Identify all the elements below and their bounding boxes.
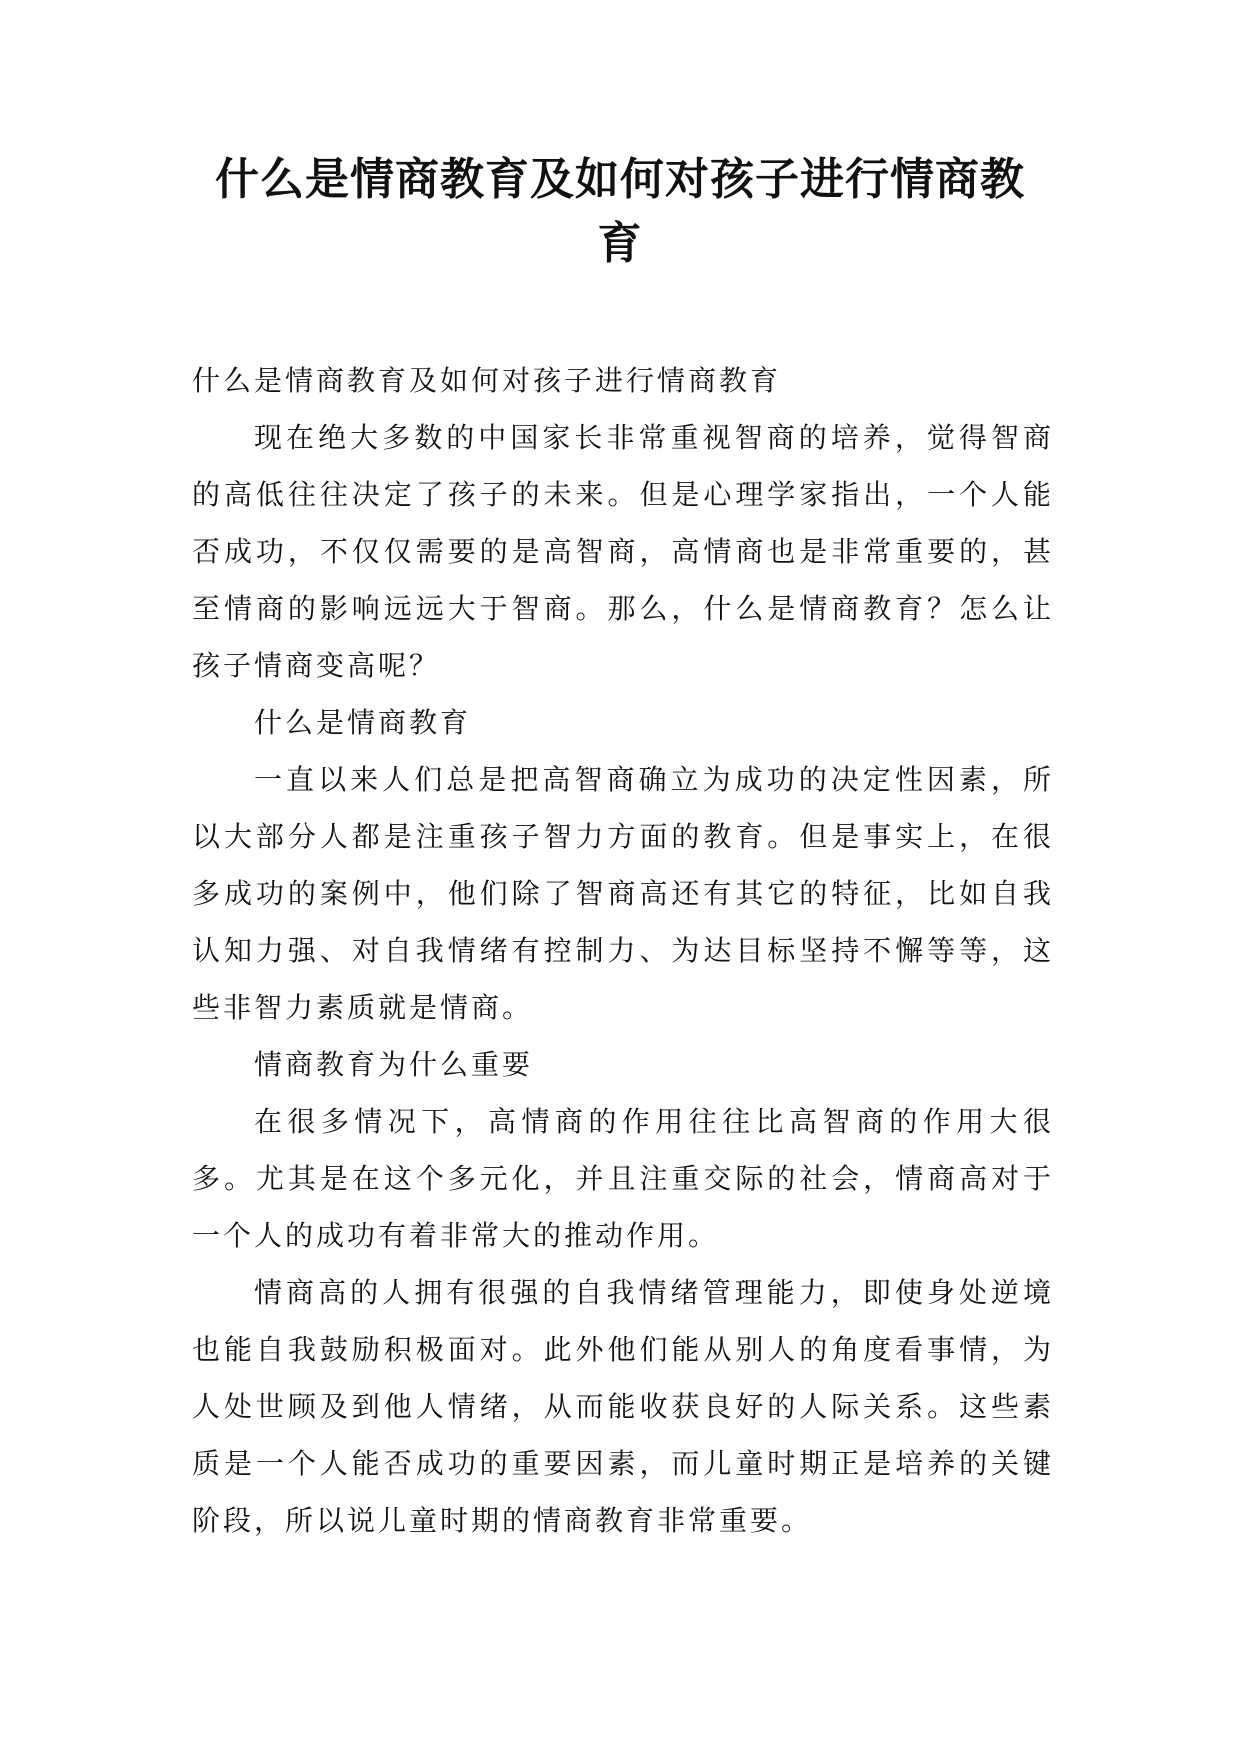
intro-paragraph: 现在绝大多数的中国家长非常重视智商的培养，觉得智商的高低往往决定了孩子的未来。但是心理学家指出，一个人能否成功，不仅仅需要的是高智商，高情商也是非常重要的，甚至情商的影响远远大于智商。那么，什么是情商教育？怎么让孩子情商变高呢？ [192,421,1054,682]
document-body [192,352,1054,1549]
document-title [180,148,1060,276]
section-heading-what-is: 什么是情商教育 [254,706,472,739]
title-line-2: 育 [597,218,643,269]
subtitle-paragraph: 什么是情商教育及如何对孩子进行情商教育 [192,364,782,397]
definition-paragraph: 一直以来人们总是把高智商确立为成功的决定性因素，所以大部分人都是注重孩子智力方面的教育。但是事实上，在很多成功的案例中，他们除了智商高还有其它的特征，比如自我认知力强、对自我情绪有控制力、为达目标坚持不懈等等，这些非智力素质就是情商。 [192,763,1054,1024]
section-heading-why-important: 情商教育为什么重要 [254,1048,534,1081]
title-line-1: 什么是情商教育及如何对孩子进行情商教 [215,154,1025,205]
traits-paragraph: 情商高的人拥有很强的自我情绪管理能力，即使身处逆境也能自我鼓励积极面对。此外他们能从别人的角度看事情，为人处世顾及到他人情绪，从而能收获良好的人际关系。这些素质是一个人能否成功的重要因素，而儿童时期正是培养的关键阶段，所以说儿童时期的情商教育非常重要。 [192,1276,1054,1537]
importance-paragraph: 在很多情况下，高情商的作用往往比高智商的作用大很多。尤其是在这个多元化，并且注重交际的社会，情商高对于一个人的成功有着非常大的推动作用。 [192,1105,1054,1252]
